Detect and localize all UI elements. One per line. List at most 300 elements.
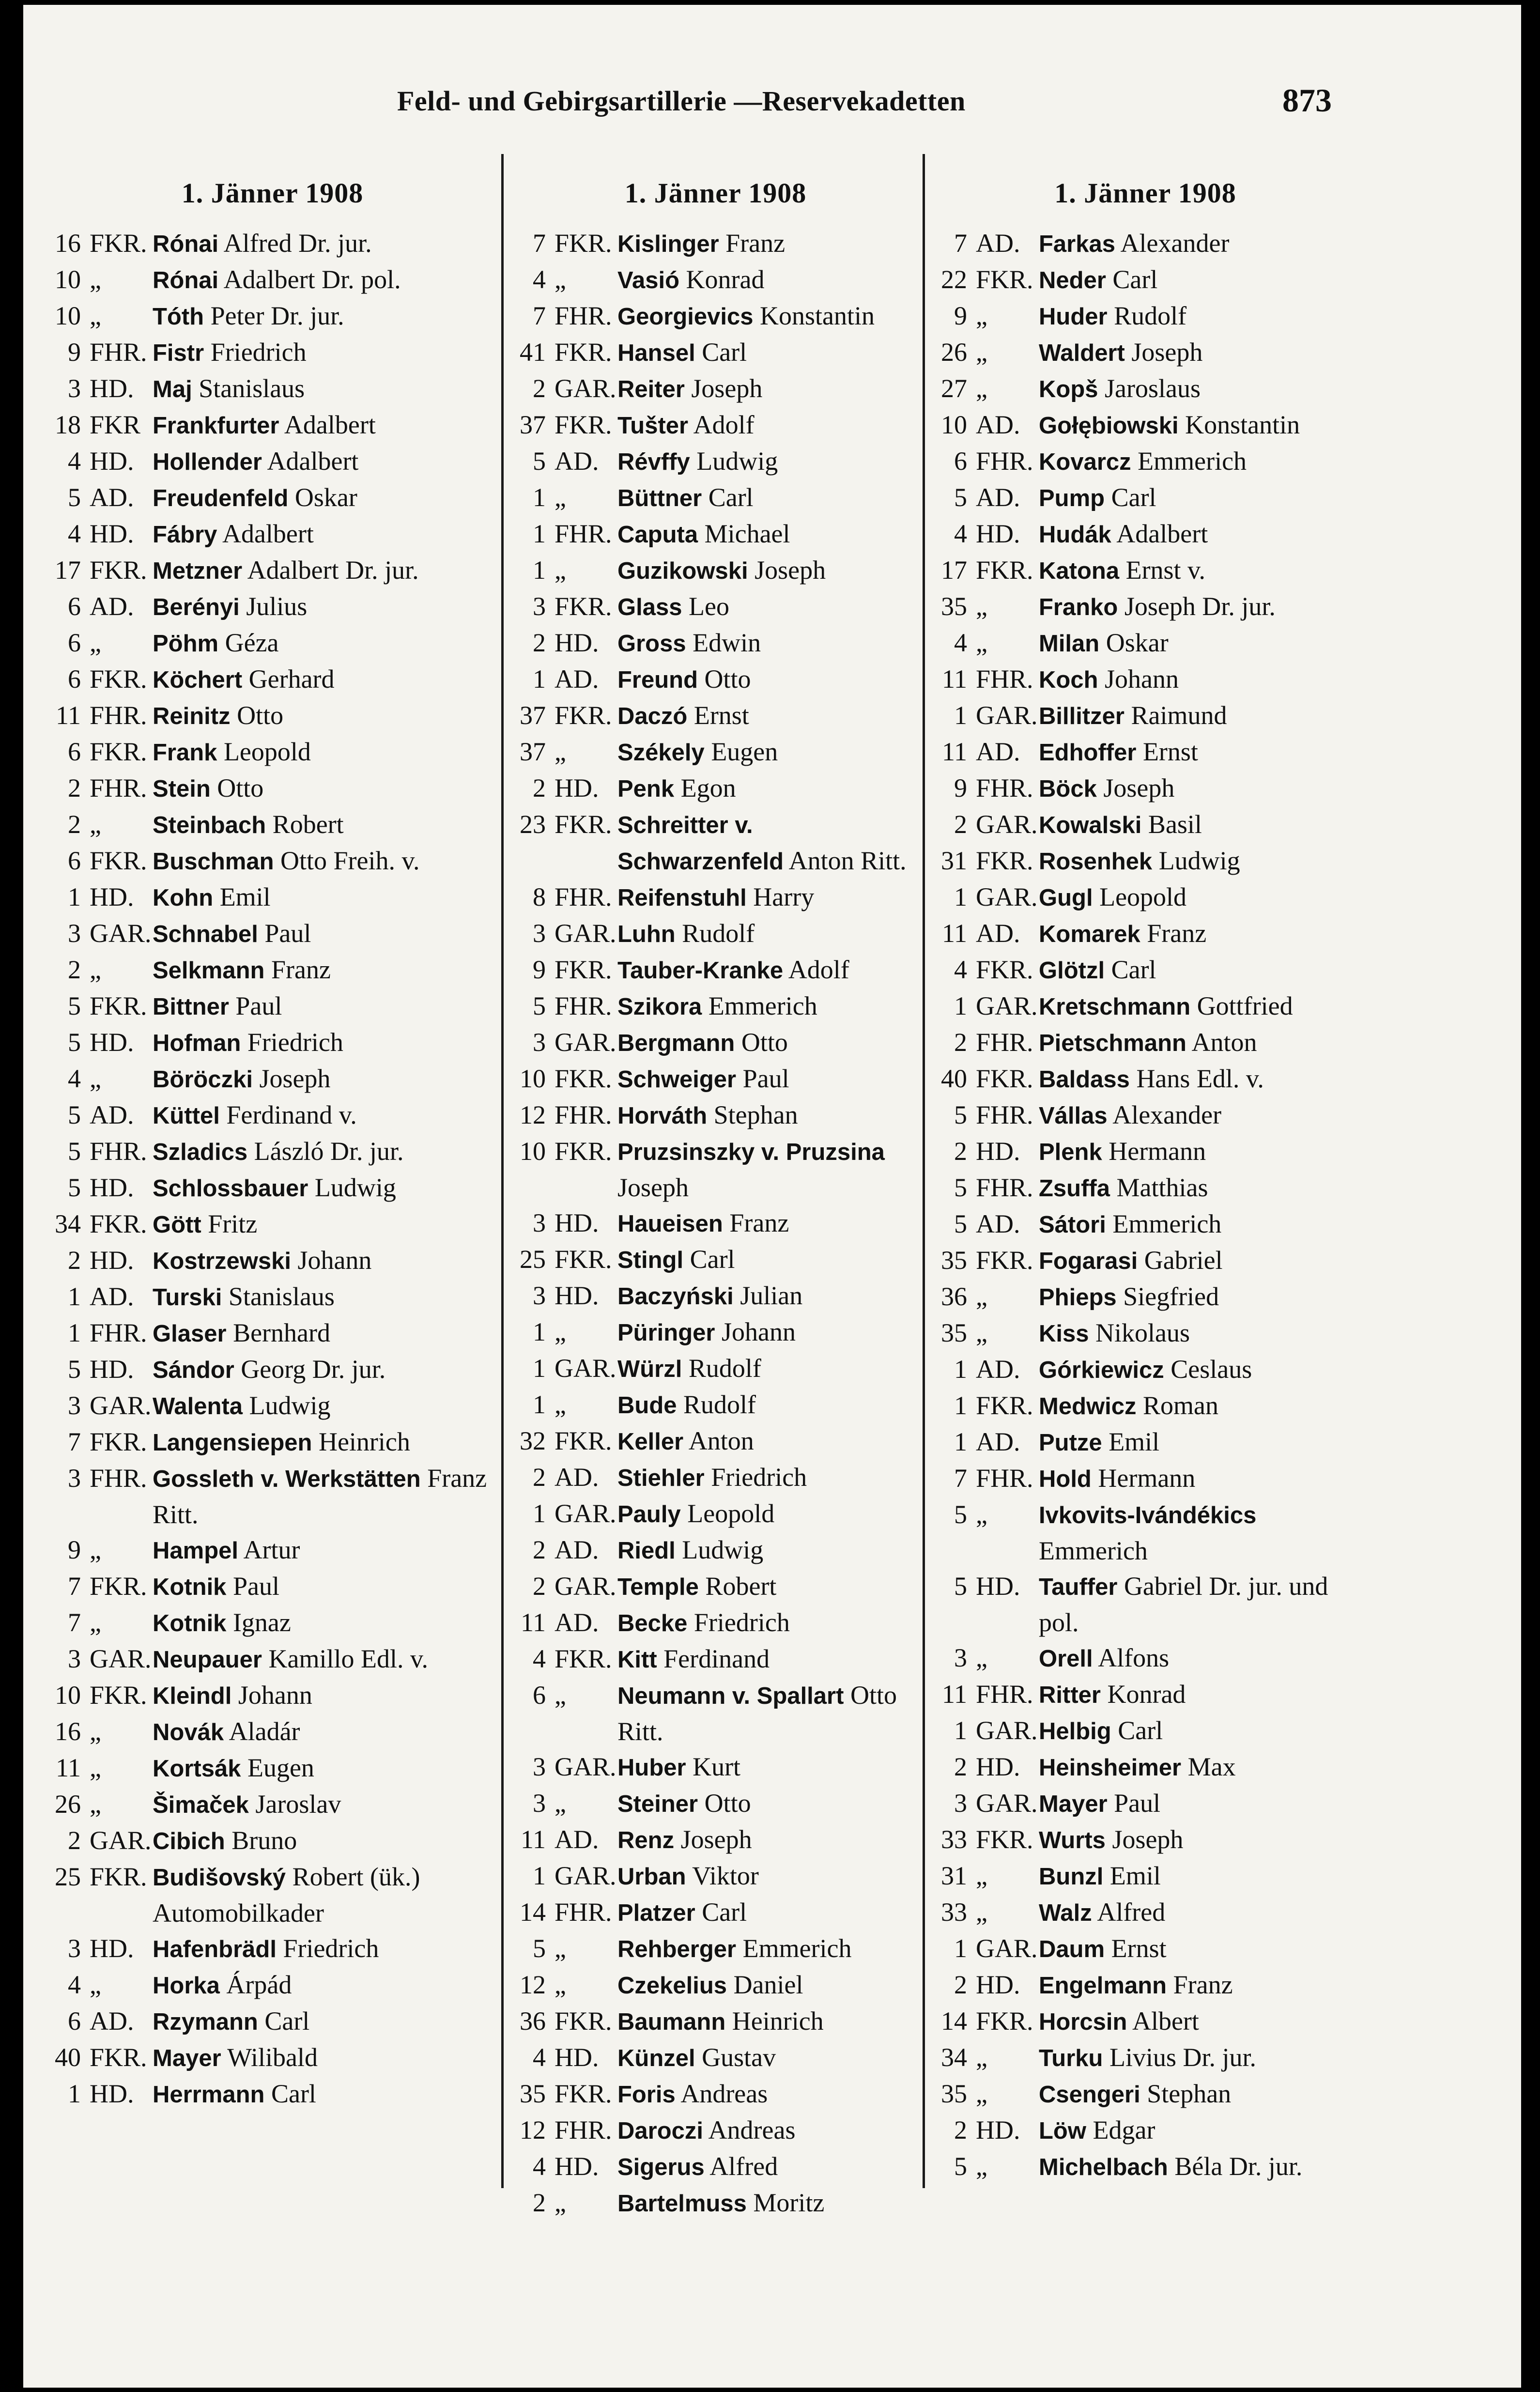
roster-entry [46,1461,499,1532]
unit-abbrev: „ [554,1970,566,1999]
cadet-name [153,2076,499,2113]
cadet-name [1039,262,1358,298]
rank-number: 3 [533,1028,546,1057]
given-name: Robert [705,1572,777,1601]
cadet-name [617,298,920,335]
given-name: Ernst [1142,737,1198,766]
unit-abbrev: „ [976,374,987,403]
unit-abbrev: HD. [554,628,599,657]
cadet-name [153,1714,499,1750]
rank-number: 6 [68,664,81,694]
unit-abbrev: HD. [554,2043,599,2072]
unit-abbrev: FKR. [976,1064,1033,1093]
roster-entry [46,1714,499,1750]
given-name: Franz [729,1208,789,1237]
given-name: Franz [725,229,785,258]
cadet-name [617,407,920,444]
surname: Frankfurter [153,413,279,439]
rank-number: 1 [68,1318,81,1347]
surname: Glaser [153,1321,227,1347]
cadet-name [1039,371,1358,407]
given-name: Gabriel Dr. jur. und pol. [1039,1572,1328,1637]
rank-number: 1 [533,664,546,694]
cadet-name [153,1315,499,1352]
given-name: Daniel [733,1970,803,1999]
cadet-name [1039,625,1358,662]
given-name: Ernst v. [1125,556,1206,585]
cadet-name [153,553,499,589]
rank-number: 1 [954,701,967,730]
cadet-name [153,1388,499,1424]
unit-abbrev: AD. [976,919,1020,948]
given-name: Stephan [1147,2079,1232,2108]
cadet-name [617,2040,920,2076]
roster-entry [46,988,499,1025]
roster-entry [46,771,499,807]
given-name: Franz [271,955,331,984]
surname: Huder [1039,304,1108,330]
rank-number: 3 [533,592,546,621]
unit-abbrev: „ [554,556,566,585]
given-name: Ernst [1111,1934,1167,1963]
rank-number: 4 [954,519,967,548]
cadet-name [1039,1640,1358,1677]
given-name: Paul [264,919,311,948]
unit-abbrev: GAR. [90,1391,152,1420]
roster-entry [46,262,499,298]
cadet-name [1039,1097,1358,1134]
roster-entry [511,1351,920,1387]
unit-abbrev: FKR. [90,1209,147,1238]
rank-number: 36 [520,2006,546,2036]
surname: Caputa [617,522,698,548]
unit-abbrev: FHR. [554,1100,612,1129]
rank-number: 5 [954,2152,967,2181]
surname: Reiter [617,376,685,402]
rank-number: 6 [68,592,81,621]
rank-number: 12 [520,1970,546,1999]
surname: Gossleth v. Werkstätten [153,1466,421,1492]
surname: Rónai [153,231,219,257]
rank-number: 6 [68,2006,81,2036]
roster-entry [511,880,920,916]
surname: Böröczki [153,1066,253,1093]
cadet-name [153,1532,499,1569]
roster-entry [46,589,499,625]
surname: Waldert [1039,340,1125,366]
surname: Schreitter v. Schwarzenfeld [617,812,784,875]
surname: Penk [617,776,675,802]
roster-entry [932,444,1358,480]
surname: Künzel [617,2045,695,2071]
roster-entry [932,1025,1358,1061]
cadet-name [1039,988,1358,1025]
unit-abbrev: GAR. [554,1354,616,1383]
roster-entry [511,988,920,1025]
cadet-name [153,807,499,843]
rank-number: 2 [533,1572,546,1601]
given-name: Ignaz [232,1608,291,1637]
roster-entry [511,1858,920,1895]
cadet-name [1039,1388,1358,1424]
roster-entry [511,1134,920,1205]
given-name: Otto [217,773,264,802]
given-name: Leopold [223,737,311,766]
unit-abbrev: AD. [554,1825,599,1854]
roster-entry [932,1388,1358,1424]
surname: Buschman [153,849,274,875]
surname: Hansel [617,340,695,366]
surname: Baldass [1039,1066,1130,1093]
roster-entry [932,1061,1358,1097]
cadet-name [617,1967,920,2004]
surname: Franko [1039,594,1118,620]
unit-abbrev: HD. [976,1970,1020,1999]
given-name: Paul [1114,1789,1161,1818]
unit-abbrev: FHR. [554,991,612,1020]
given-name: Max [1187,1752,1236,1781]
surname: Sigerus [617,2154,705,2180]
rank-number: 1 [954,1427,967,1456]
surname: Selkmann [153,957,265,984]
cadet-name [153,1279,499,1315]
roster-entry [932,371,1358,407]
cadet-name [153,1750,499,1787]
surname: Renz [617,1827,675,1853]
roster-entry [511,553,920,589]
cadet-name [617,1205,920,1242]
unit-abbrev: „ [90,265,101,294]
given-name: Rudolf [1114,301,1187,330]
rank-number: 4 [954,955,967,984]
surname: Guzikowski [617,558,748,584]
surname: Czekelius [617,1973,727,1999]
surname: Freund [617,667,698,693]
cadet-name [153,589,499,625]
rank-number: 6 [68,628,81,657]
cadet-name [1039,226,1358,262]
unit-abbrev: HD. [976,1572,1020,1601]
given-name: Ludwig [314,1173,396,1202]
unit-abbrev: FKR. [554,810,612,839]
surname: Bergmann [617,1030,735,1056]
surname: Büttner [617,485,702,511]
roster-entry [46,1931,499,1967]
unit-abbrev: AD. [554,1535,599,1564]
unit-abbrev: GAR. [554,1572,616,1601]
roster-entry [46,1967,499,2004]
rank-number: 16 [55,1717,81,1746]
surname: Kortsák [153,1756,241,1782]
rank-number: 10 [55,265,81,294]
roster-entry [932,1243,1358,1279]
rank-number: 3 [954,1643,967,1672]
roster-entry [46,226,499,262]
given-name: Friedrich [247,1028,343,1057]
surname: Székely [617,740,705,766]
surname: Novák [153,1719,224,1745]
roster-entry [46,1170,499,1206]
rank-number: 16 [55,229,81,258]
given-name: Leopold [687,1499,775,1528]
cadet-name [1039,1569,1358,1640]
roster-entry [932,988,1358,1025]
cadet-name [1039,589,1358,625]
rank-number: 23 [520,810,546,839]
rank-number: 25 [520,1245,546,1274]
cadet-name [1039,771,1358,807]
cadet-name [617,2149,920,2185]
rank-number: 5 [533,1934,546,1963]
cadet-name [153,1823,499,1859]
roster-entry [932,1713,1358,1749]
cadet-name [617,662,920,698]
given-name: Carl [1111,955,1156,984]
cadet-name [1039,843,1358,880]
given-name: Béla Dr. jur. [1174,2152,1303,2181]
given-name: Paul [235,991,282,1020]
given-name: Adalbert [284,410,376,439]
unit-abbrev: GAR. [90,919,152,948]
roster-entry [511,1496,920,1532]
cadet-name [1039,1931,1358,1967]
given-name: Joseph [1103,773,1175,802]
rank-number: 4 [68,447,81,476]
rank-number: 10 [520,1064,546,1093]
roster-entry [932,589,1358,625]
roster-entry [46,952,499,988]
surname: Mayer [153,2045,221,2071]
roster-entry [46,1097,499,1134]
rank-number: 1 [533,519,546,548]
rank-number: 1 [954,1934,967,1963]
rank-number: 2 [533,374,546,403]
rank-number: 1 [954,1355,967,1384]
surname: Georgievics [617,304,754,330]
rank-number: 2 [954,810,967,839]
surname: Neupauer [153,1647,262,1673]
rank-number: 5 [68,1028,81,1057]
surname: Frank [153,740,217,766]
given-name: Gustav [702,2043,776,2072]
surname: Engelmann [1039,1973,1167,1999]
roster-entry [932,1315,1358,1352]
roster-entry [932,480,1358,516]
surname: Hollender [153,449,262,475]
roster-entry [46,1823,499,1859]
rank-number: 37 [520,701,546,730]
given-name: Ernst [693,701,749,730]
unit-abbrev: AD. [976,410,1020,439]
unit-abbrev: FHR. [976,664,1033,694]
unit-abbrev: AD. [554,1608,599,1637]
unit-abbrev: „ [976,1898,987,1927]
given-name: Carl [1112,265,1158,294]
roster-entry [932,1822,1358,1858]
surname: Koch [1039,667,1098,693]
rank-number: 1 [533,556,546,585]
roster-entry [932,2113,1358,2149]
cadet-name [617,1569,920,1605]
given-name: Julius [246,592,308,621]
roster-entry [932,1424,1358,1461]
unit-abbrev: FKR. [554,338,612,367]
roster-entry [511,1423,920,1460]
unit-abbrev: „ [90,955,101,984]
unit-abbrev: AD. [90,483,134,512]
rank-number: 5 [954,1100,967,1129]
surname: Kleindl [153,1683,232,1709]
given-name: Friedrich [711,1463,807,1492]
roster-entry [932,2004,1358,2040]
cadet-name [153,1243,499,1279]
rank-number: 10 [941,410,967,439]
unit-abbrev: FKR. [90,664,147,694]
column-title: 1. Jänner 1908 [181,177,364,209]
rank-number: 2 [68,773,81,802]
unit-abbrev: „ [976,592,987,621]
given-name: Johann [297,1246,372,1275]
unit-abbrev: „ [976,2043,987,2072]
given-name: Emil [1109,1427,1160,1456]
unit-abbrev: HD. [90,519,134,548]
surname: Würzl [617,1356,682,1382]
unit-abbrev: GAR. [90,1644,152,1673]
given-name: Carl [708,483,754,512]
roster-entry [511,516,920,553]
roster-entry [511,480,920,516]
cadet-name [617,516,920,553]
given-name: Egon [680,773,736,802]
rank-number: 3 [533,1208,546,1237]
rank-number: 7 [68,1572,81,1601]
rank-number: 31 [941,1861,967,1890]
unit-abbrev: GAR. [90,1826,152,1855]
cadet-name [617,1641,920,1678]
unit-abbrev: FKR. [976,1246,1033,1275]
cadet-name [153,1170,499,1206]
surname: Hold [1039,1466,1092,1492]
surname: Daum [1039,1936,1105,1962]
given-name: Adalbert [267,447,359,476]
unit-abbrev: HD. [554,773,599,802]
rank-number: 5 [954,1572,967,1601]
rank-number: 33 [941,1825,967,1854]
given-name: Georg Dr. jur. [241,1355,386,1384]
roster-entry [511,1314,920,1351]
cadet-name [1039,480,1358,516]
unit-abbrev: „ [976,2152,987,2181]
unit-abbrev: „ [976,338,987,367]
roster-entry [932,1497,1358,1569]
rank-number: 6 [954,447,967,476]
cadet-name [153,226,499,262]
rank-number: 9 [533,955,546,984]
unit-abbrev: AD. [90,1282,134,1311]
given-name: Emil [1109,1861,1161,1890]
given-name: Adolf [693,410,755,439]
unit-abbrev: AD. [976,1355,1020,1384]
unit-abbrev: GAR. [976,810,1038,839]
unit-abbrev: HD. [976,519,1020,548]
unit-abbrev: FKR. [554,592,612,621]
cadet-name [617,262,920,298]
surname: Rónai [153,267,219,293]
roster-entry [511,916,920,952]
surname: Küttel [153,1103,220,1129]
given-name: Carl [702,1898,747,1927]
cadet-name [1039,1134,1358,1170]
cadet-name [1039,1967,1358,2004]
surname: Riedl [617,1538,676,1564]
cadet-name [1039,2149,1358,2185]
roster-entry [46,2004,499,2040]
given-name: Bruno [231,1826,297,1855]
surname: Köchert [153,667,243,693]
cadet-name [1039,407,1358,444]
cadet-name [617,226,920,262]
roster-entry [511,1532,920,1569]
unit-abbrev: „ [554,1390,566,1419]
surname: Löw [1039,2118,1086,2144]
cadet-name [1039,1025,1358,1061]
surname: Kopš [1039,376,1098,402]
unit-abbrev: AD. [976,1427,1020,1456]
rank-number: 2 [533,1463,546,1492]
cadet-name [1039,698,1358,734]
surname: Maj [153,376,192,402]
given-name: Matthias [1116,1173,1208,1202]
given-name: Carl [702,338,747,367]
unit-abbrev: FKR. [554,2006,612,2036]
roster-entry [932,807,1358,843]
given-name: Emil [219,882,271,911]
given-name: Gabriel [1144,1246,1223,1275]
given-name: Carl [271,2079,316,2108]
rank-number: 11 [521,1825,546,1854]
cadet-name [153,1605,499,1641]
surname: Langensiepen [153,1430,312,1456]
unit-abbrev: HD. [90,1028,134,1057]
roster-entry [46,1787,499,1823]
unit-abbrev: HD. [90,2079,134,2108]
surname: Gugl [1039,885,1093,911]
given-name: Eugen [711,737,778,766]
cadet-name [153,1967,499,2004]
given-name: Ceslaus [1170,1355,1252,1384]
cadet-name [617,807,920,880]
roster-entry [511,1097,920,1134]
cadet-name [617,2076,920,2113]
unit-abbrev: AD. [554,664,599,694]
unit-abbrev: FHR. [554,882,612,911]
surname: Platzer [617,1900,695,1926]
surname: Neumann v. Spallart [617,1683,844,1709]
cadet-name [617,1822,920,1858]
given-name: Carl [1118,1716,1163,1745]
given-name: Viktor [692,1861,759,1890]
cadet-name [617,1496,920,1532]
rank-number: 5 [68,1173,81,1202]
given-name: Bernhard [233,1318,330,1347]
rank-number: 18 [55,410,81,439]
given-name: Joseph [755,556,826,585]
cadet-name [1039,2076,1358,2113]
given-name: Julian [740,1281,803,1310]
cadet-name [153,625,499,662]
surname: Pruzsinszky v. Pruzsina [617,1139,885,1165]
given-name: Joseph [1112,1825,1184,1854]
